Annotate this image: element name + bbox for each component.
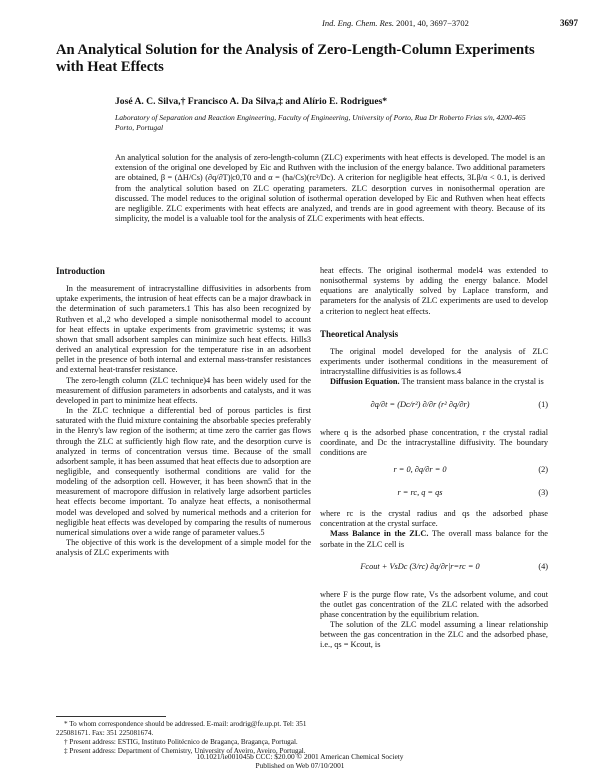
equation-2 <box>320 463 548 481</box>
equation-number: (4) <box>538 561 548 571</box>
equation-4 <box>320 556 548 582</box>
footnotes <box>56 720 311 756</box>
running-header <box>322 18 469 28</box>
footnote-address: † Present address: ESTIG, Instituto Politécnico de Bragança, Bragança, Portugal. <box>64 738 298 746</box>
left-column <box>56 266 311 558</box>
right-column <box>320 266 548 651</box>
author-list: José A. C. Silva,† Francisco A. Da Silva,‡ and Alírio E. Rodrigues* <box>115 96 388 107</box>
article-title: An Analytical Solution for the Analysis of Zero-Length-Column Experiments with Heat Effects <box>56 42 535 75</box>
equation-1 <box>320 394 548 420</box>
volume-pages: 2001, 40, 3697−3702 <box>396 18 469 28</box>
run-in-heading: Diffusion Equation. <box>330 377 400 387</box>
paragraph <box>320 377 548 387</box>
paragraph: where q is the adsorbed phase concentration, r the crystal radial coordinate, and Dc the intracrystalline diffusivity. The boundary conditions are <box>320 427 548 457</box>
equation-body: Fcout + VsDc (3/rc) ∂q/∂r|r=rc = 0 <box>360 561 480 571</box>
equation-3 <box>320 486 548 504</box>
equation-body: ∂q/∂t = (Dc/r²) ∂/∂r (r² ∂q/∂r) <box>370 399 470 409</box>
abstract: An analytical solution for the analysis of zero-length-column (ZLC) experiments with heat effects is developed. The model is an extension of the original one developed by Eic and Ruthven with the inclusion of the energy balance. Two additional parameters are obtained, β = (ΔH/Cs) (∂q/∂T)|c0,T0 and α = (ha/Cs)(rc²/Dc). A criterion for negligible heat effects, 3Lβ/α < 0.1, is derived from the analytical solution based on ZLC operating parameters. ZLC desorption curves in nonisothermal operation are discussed. The model reduces to the original solution of isothermal operation developed by Eic and Ruthven when heat effects are negligible. ZLC experiments with heat effects are analyzed, and trends are in good agreement with theory. Because of its simplicity, the model is a valuable tool for the analysis of ZLC experiments with heat effects. <box>115 153 545 224</box>
equation-number: (1) <box>538 399 548 409</box>
published-line: Published on Web 07/10/2001 <box>255 761 345 770</box>
page-footer <box>0 752 600 770</box>
paragraph-text: The overall mass balance for the sorbate in the ZLC cell is <box>320 529 548 549</box>
affiliation: Laboratory of Separation and Reaction Engineering, Faculty of Engineering, University of Porto, Rua Dr Roberto Frias s/n, 4200-465 Porto, Portugal <box>115 113 526 132</box>
paragraph: where rc is the crystal radius and qs the adsorbed phase concentration at the crystal surface. <box>320 509 548 529</box>
paragraph: heat effects. The original isothermal model4 was extended to nonisothermal systems by adding the energy balance. Model equations are analytically solved by Laplace transform, and parameters for the analysis of ZLC experiments are used to develop a criterion to neglect heat effects. <box>320 266 548 316</box>
footnote-correspondence: * To whom correspondence should be addressed. E-mail: arodrig@fe.up.pt. Tel: 351 225081671. Fax: 351 225081674. <box>56 720 307 737</box>
run-in-heading: Mass Balance in the ZLC. <box>330 529 429 539</box>
section-heading-introduction: Introduction <box>56 266 105 276</box>
equation-body: r = 0, ∂q/∂r = 0 <box>393 465 447 475</box>
paragraph: The objective of this work is the development of a simple model for the analysis of ZLC experiments with <box>56 538 311 558</box>
paragraph-text: The transient mass balance in the crystal is <box>399 377 544 387</box>
paragraph <box>320 529 548 549</box>
equation-number: (3) <box>538 488 548 498</box>
section-heading-theory: Theoretical Analysis <box>320 328 399 339</box>
page-number: 3697 <box>560 18 578 28</box>
equation-number: (2) <box>538 465 548 475</box>
paragraph: The zero-length column (ZLC technique)4 has been widely used for the measurement of diffusion parameters in adsorbents and catalysts, and it was developed in part to minimize heat effects. <box>56 375 311 405</box>
journal-name: Ind. Eng. Chem. Res. <box>322 18 395 28</box>
paragraph: In the measurement of intracrystalline diffusivities in adsorbents from uptake experiments, the intrusion of heat effects can be a major drawback in the determination of such parameters.1 This has also been recognized by Ruthven et al.,2 who developed a simple nonisothermal model to account for heat effects in uptake experiments from gravimetric systems; it was shown that small adsorbent samples can minimize such heat effects. Hills3 derived an analytical expression for the temperature rise in an adsorbent pellet in the presence of both internal and external mass-transfer resistances and external heat-transfer resistance. <box>56 284 311 375</box>
paragraph: The original model developed for the analysis of ZLC experiments under isothermal conditions in the measurement of intracrystalline diffusivities is as follows.4 <box>320 346 548 377</box>
paragraph: where F is the purge flow rate, Vs the adsorbent volume, and cout the outlet gas concentration of the ZLC related with the adsorbed phase concentration by the equilibrium relation. <box>320 589 548 619</box>
footnote-address: ‡ Present address: Department of Chemistry, University of Aveiro, Aveiro, Portugal. <box>64 747 306 755</box>
equation-body: r = rc, q = qs <box>397 488 443 498</box>
paragraph: The solution of the ZLC model assuming a linear relationship between the gas concentration in the ZLC and the adsorbed phase, i.e., qs = Kcout, is <box>320 620 548 650</box>
paragraph: In the ZLC technique a differential bed of porous particles is first saturated with the fluid mixture containing the absorbable species preferably in the Henry's law region of the isotherm; at time zero the carrier gas flows through the ZLC at sufficiently high flow rate, and the desorption curve is analyzed in terms of concentration versus time. Because of the small adsorbent sample, it has been assumed that heat effects due to adsorption are negligible, and consequently isothermal conditions are valid for the modeling of the adsorption cell. However, it has been shown5 that in the measurement of macropore diffusion in relatively large adsorbent particles heat effects become important. To analyze heat effects, a nonisothermal model was developed and solved by numerical methods and a criterion for negligible heat effects was developed by comparing the results of numerous numerical simulations over a wide range of parameter values.5 <box>56 406 311 537</box>
footnote-rule <box>56 716 166 717</box>
doi-line: 10.1021/ie001045b CCC: $20.00 © 2001 American Chemical Society <box>196 752 404 761</box>
